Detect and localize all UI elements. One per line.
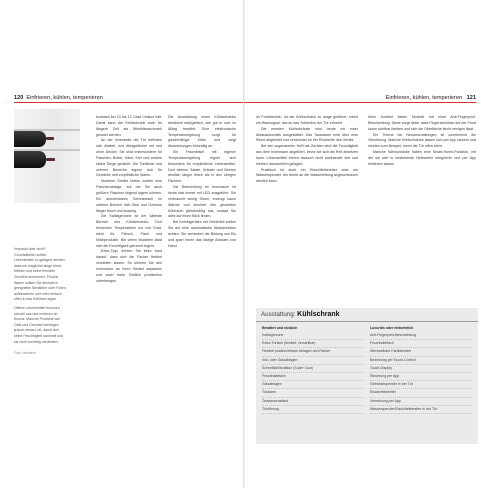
list-item: Touch-Display (370, 365, 472, 373)
right-chapter-title: Einfrieren, kühlen, temperieren (385, 95, 463, 101)
left-column-2 (168, 115, 236, 249)
wine-bottle (14, 151, 46, 168)
left-page-number: 120 (14, 95, 24, 101)
right-header-rule (244, 102, 476, 103)
paragraph: Praktisch ist auch ein Eiswürfelbereiter oder ein Wasserspender, der direkt an die Wasserleitung angeschlossen werden kann. (256, 167, 358, 184)
sidebar-paragraph: Verpackt oder nicht? Grundsätzlich sollten Lebensmittel so gelagert werden, dass sie möglichst lange frisch bleiben und keine fremden Gerüche annehmen. Frische Waren sollten Sie deshalb in geeigneten Behältern oder Folien aufbewahren und nicht einfach offen in das Kühlfach legen. (14, 247, 66, 302)
box-column-useful (262, 325, 364, 414)
right-column-2 (368, 115, 476, 168)
list-item: Getränkespender in der Tür (370, 381, 472, 389)
list-item: Bedienung per Touch-Control (370, 357, 472, 365)
left-header-rule (14, 102, 244, 103)
sidebar-paragraph: Offene Lebensmittel trocknen schnell aus und verlieren an Aroma. Manche Produkte wie Obst und Gemüse benötigen jedoch etwas Luft, damit sich keine Feuchtigkeit sammelt und sie nicht vorzeitig verderben. (14, 305, 64, 344)
paragraph: im Frostbereich. Ist der Kühlschrank zu lange geöffnet, ertönt ein Warnsignal, das an das Schließen der Tür erinnert. (256, 115, 358, 125)
box-title (256, 308, 478, 322)
list-item: Tauwasserablauf (262, 398, 364, 406)
list-item: Türöffnung (262, 406, 364, 414)
bottle-neck (46, 137, 54, 140)
paragraph: Bei Kombigeräten mit Gefrierteil sollten Sie auf eine automatische Abtaufunktion achten. Sie verhindert die Bildung von Eis und spart Ihnen das lästige Abtauen von Hand. (168, 220, 236, 248)
wine-bottle-photo (14, 109, 80, 203)
left-running-head (14, 95, 103, 101)
list-item: Voll- oder Glasablagen (262, 357, 364, 365)
paragraph: Mehr Komfort bieten Modelle mit einer Anti-Fingerprint-Beschichtung. Diese sorgt dafür, dass Fingerabdrücke auf der Front kaum sichtbar bleiben und sich die Oberfläche leicht reinigen lässt. (368, 115, 476, 131)
right-page-number: 121 (466, 95, 476, 101)
list-item: Wasserspender/Eiswürfelbereiter in der Tür (370, 406, 472, 414)
equipment-box (256, 308, 478, 444)
list-item: Vernetzung per App (370, 398, 472, 406)
sidebar-note (14, 247, 66, 360)
list-item: Glasablagen (262, 381, 364, 389)
box-column-luxury (370, 325, 472, 414)
list-item: Anti-Fingerprint-Beschichtung (370, 332, 472, 340)
list-item: Wechselbare Farbblenden (370, 348, 472, 356)
list-item: Frischhaltefach (262, 373, 364, 381)
photo-credit: Foto: Hersteller (14, 351, 36, 356)
paragraph: Die Ausstattung eines Kühlschranks bestimmt maßgeblich, wie gut er sich im Alltag bewährt. Eine elektronische Temperaturregelung sorgt für gleichmäßige Kälte und zeigt Abweichungen frühzeitig an. (168, 115, 236, 149)
paragraph: Manche Kühlschränke haben eine Smart-Home-Funktion, mit der sie sich in bestehende Netzwerke integrieren und per App bedienen lassen. (368, 150, 476, 166)
wine-bottle (14, 131, 46, 147)
right-running-head (386, 95, 476, 101)
paragraph: konstant bei 10 bis 12 Grad Celsius hält. Damit kann der Kühlschrank auch für längere Zeit als Weinklimaschrank genutzt werden. (96, 115, 162, 137)
paragraph: Die Kaltlagerzone ist der kälteste Bereich des Kühlschranks. Dort herrschen Temperaturen um null Grad, ideal für Fleisch, Fisch und Milchprodukte. Bei vielen Modellen lässt sich die Feuchtigkeit getrennt regeln. (96, 214, 162, 248)
box-title-prefix: Ausstattung: (261, 311, 296, 318)
list-item: Extra-Türfach (flexibel, verstellbar) (262, 340, 364, 348)
list-item: Steuerung per App (370, 373, 472, 381)
left-column-1 (96, 115, 162, 284)
box-column-title: Bewährt und nützlich (262, 326, 298, 330)
list-item: Schnellkühlfunktion (Super Cool) (262, 365, 364, 373)
box-title-main: Kühlschrank (297, 311, 340, 318)
paragraph: An der Innenseite der Tür befinden sich Abstell- und Ablagefächer mit und ohne Deckel. Sie sind insbesondere für Flaschen, Butter, Käse, Eier und andere kleine Dinge gedacht. Die Türfächer und unteren Bereiche eignen sich für Getränke und empfindliche Waren. (96, 138, 162, 178)
paragraph: Ein Thema bei Neuanschaffungen ist zunehmend die Vernetzung. Manche Kühlschränke lassen sich per App steuern und melden zum Beispiel, wenn die Tür offen steht. (368, 132, 476, 149)
list-item: Frischhaltefach (370, 340, 472, 348)
list-item: Kaltlagerzone (262, 332, 364, 340)
box-column-title: Luxuriös oder entbehrlich (370, 326, 414, 330)
paragraph: Bei den sogenannten NoFrost-Geräten wird die Feuchtigkeit aus dem Innenraum abgeführt, bevor sie sich als Reif absetzen kann. Lebensmittel frieren dadurch nicht aneinander fest und bleiben übersichtlich gelagert. (256, 144, 358, 166)
paragraph: Die meisten Kühlschränke sind heute mit einer Abtauautomatik ausgestattet. Das Tauwasser wird über eine Rinne abgeleitet und verdunstet an der Rückseite des Geräts. (256, 126, 358, 143)
list-item: Flexibel positionierbare Ablagen und Fächer (262, 348, 364, 356)
right-column-1 (256, 115, 358, 185)
bottle-neck (46, 158, 55, 161)
list-item: Eiswürfelbereiter (370, 389, 472, 397)
paragraph: Die Beleuchtung im Innenraum ist heute fast immer mit LED ausgeführt. Sie verbraucht wenig Strom, erzeugt kaum Wärme und leuchtet den gesamten Kühlraum gleichmäßig aus, sodass Sie alles auf einen Blick finden. (168, 185, 236, 219)
paragraph: Ein Frischefach mit eigener Temperaturregelung eignet sich besonders für empfindliche Lebensmittel. Dort bleiben Salate, Kräuter und Beeren deutlich länger frisch als in den übrigen Fächern. (168, 150, 236, 184)
left-chapter-title: Einfrieren, kühlen, temperieren (26, 95, 103, 101)
list-item: Türalarm (262, 389, 364, 397)
paragraph: Moderne Geräte bieten zudem eine Flaschenablage, auf der Sie auch größere Flaschen liegend lagern können. Ein ausziehbares Gemüsefach im unteren Bereich hält Obst und Gemüse länger frisch und knackig. (96, 179, 162, 213)
paragraph: Extra-Tipp: Achten Sie beim Kauf darauf, dass sich die Fächer flexibel verstellen lassen. So können Sie den Innenraum an Ihren Bedarf anpassen und auch hohe Gefäße problemlos unterbringen. (96, 249, 162, 283)
